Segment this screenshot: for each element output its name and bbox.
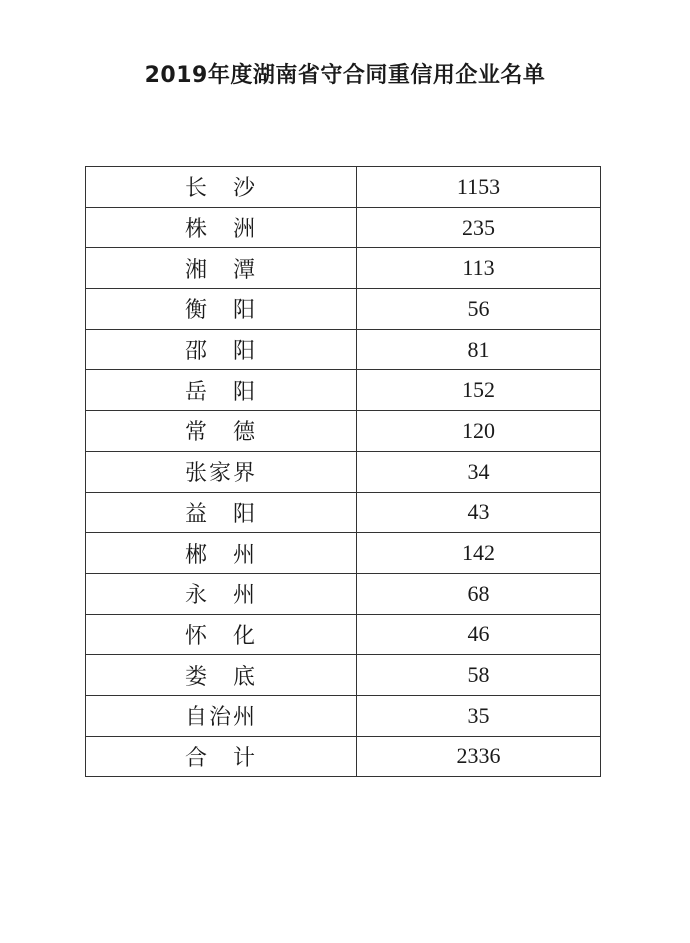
table-row — [86, 533, 601, 574]
region-name: 娄 底 — [86, 655, 357, 696]
region-name: 永 州 — [86, 573, 357, 614]
total-count: 2336 — [357, 736, 601, 777]
enterprise-count: 1153 — [357, 167, 601, 208]
table-row — [86, 573, 601, 614]
enterprise-count: 81 — [357, 329, 601, 370]
region-name: 怀 化 — [86, 614, 357, 655]
total-row — [86, 736, 601, 777]
enterprise-count: 235 — [357, 207, 601, 248]
enterprise-count: 120 — [357, 411, 601, 452]
region-name: 株 洲 — [86, 207, 357, 248]
region-name: 常 德 — [86, 411, 357, 452]
table-row — [86, 695, 601, 736]
total-label: 合 计 — [86, 736, 357, 777]
enterprise-count: 113 — [357, 248, 601, 289]
table-row — [86, 492, 601, 533]
table-row — [86, 411, 601, 452]
enterprise-count: 43 — [357, 492, 601, 533]
region-name: 岳 阳 — [86, 370, 357, 411]
table-row — [86, 451, 601, 492]
enterprise-count: 56 — [357, 289, 601, 330]
table-row — [86, 329, 601, 370]
region-name: 邵 阳 — [86, 329, 357, 370]
enterprise-count: 34 — [357, 451, 601, 492]
table-row — [86, 614, 601, 655]
region-name: 自治州 — [86, 695, 357, 736]
region-name: 长 沙 — [86, 167, 357, 208]
region-name: 湘 潭 — [86, 248, 357, 289]
enterprise-count: 152 — [357, 370, 601, 411]
region-name: 益 阳 — [86, 492, 357, 533]
enterprise-count: 68 — [357, 573, 601, 614]
enterprise-count: 35 — [357, 695, 601, 736]
enterprise-count-table — [85, 166, 601, 777]
region-name: 衡 阳 — [86, 289, 357, 330]
region-name: 郴 州 — [86, 533, 357, 574]
table-body — [86, 167, 601, 777]
table-row — [86, 289, 601, 330]
enterprise-count: 58 — [357, 655, 601, 696]
enterprise-count: 46 — [357, 614, 601, 655]
table-row — [86, 248, 601, 289]
table-row — [86, 655, 601, 696]
table-row — [86, 370, 601, 411]
table-row — [86, 167, 601, 208]
region-name: 张家界 — [86, 451, 357, 492]
page-title: 2019年度湖南省守合同重信用企业名单 — [144, 63, 546, 88]
table-row — [86, 207, 601, 248]
enterprise-count: 142 — [357, 533, 601, 574]
